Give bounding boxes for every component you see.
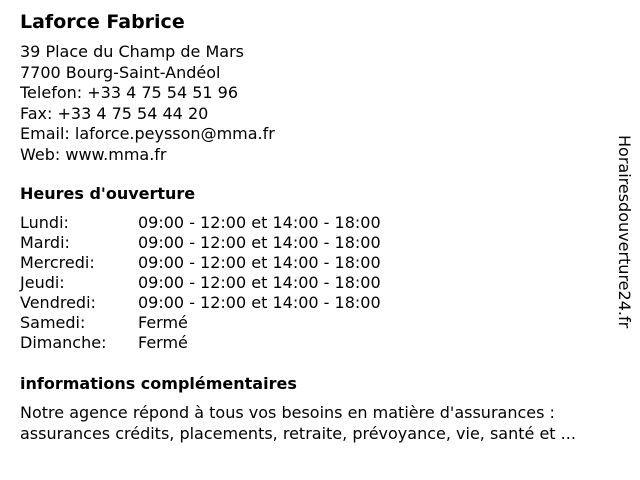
time-value: Fermé — [138, 333, 188, 352]
hours-row-saturday — [20, 313, 610, 333]
day-label: Mardi: — [20, 233, 70, 252]
contact-details — [20, 42, 610, 165]
fax-number: Fax: +33 4 75 54 44 20 — [20, 103, 209, 123]
time-value: Fermé — [138, 313, 188, 332]
additional-info-line: Notre agence répond à tous vos besoins en matière d'assurances : — [20, 403, 555, 422]
time-value: 09:00 - 12:00 et 14:00 - 18:00 — [138, 233, 381, 252]
site-watermark-text: Horairesdouverture24.fr — [615, 135, 634, 329]
time-value: 09:00 - 12:00 et 14:00 - 18:00 — [138, 273, 381, 292]
site-watermark — [612, 135, 636, 375]
address-line-city: 7700 Bourg-Saint-Andéol — [20, 62, 221, 82]
day-label: Vendredi: — [20, 293, 96, 312]
additional-info-heading: informations complémentaires — [20, 374, 297, 393]
opening-hours-table — [20, 213, 610, 353]
phone-number: Telefon: +33 4 75 54 51 96 — [20, 83, 239, 102]
opening-hours-heading: Heures d'ouverture — [20, 184, 196, 203]
email-address: Email: laforce.peysson@mma.fr — [20, 124, 275, 143]
day-label: Jeudi: — [20, 273, 65, 292]
hours-row-monday — [20, 213, 610, 233]
hours-row-wednesday — [20, 253, 610, 273]
day-label: Samedi: — [20, 313, 86, 332]
day-label: Lundi: — [20, 213, 69, 232]
time-value: 09:00 - 12:00 et 14:00 - 18:00 — [138, 253, 381, 272]
address-line-street: 39 Place du Champ de Mars — [20, 42, 245, 61]
business-name: Laforce Fabrice — [20, 11, 185, 33]
time-value: 09:00 - 12:00 et 14:00 - 18:00 — [138, 213, 381, 232]
hours-row-friday — [20, 293, 610, 313]
hours-row-sunday — [20, 333, 610, 353]
day-label: Mercredi: — [20, 253, 95, 272]
hours-row-thursday — [20, 273, 610, 293]
website-url: Web: www.mma.fr — [20, 144, 167, 164]
business-card — [20, 8, 610, 444]
hours-row-tuesday — [20, 233, 610, 253]
day-label: Dimanche: — [20, 333, 107, 352]
time-value: 09:00 - 12:00 et 14:00 - 18:00 — [138, 293, 381, 312]
additional-info-line: assurances crédits, placements, retraite, prévoyance, vie, santé et ... — [20, 424, 576, 443]
additional-info-text — [20, 402, 610, 444]
